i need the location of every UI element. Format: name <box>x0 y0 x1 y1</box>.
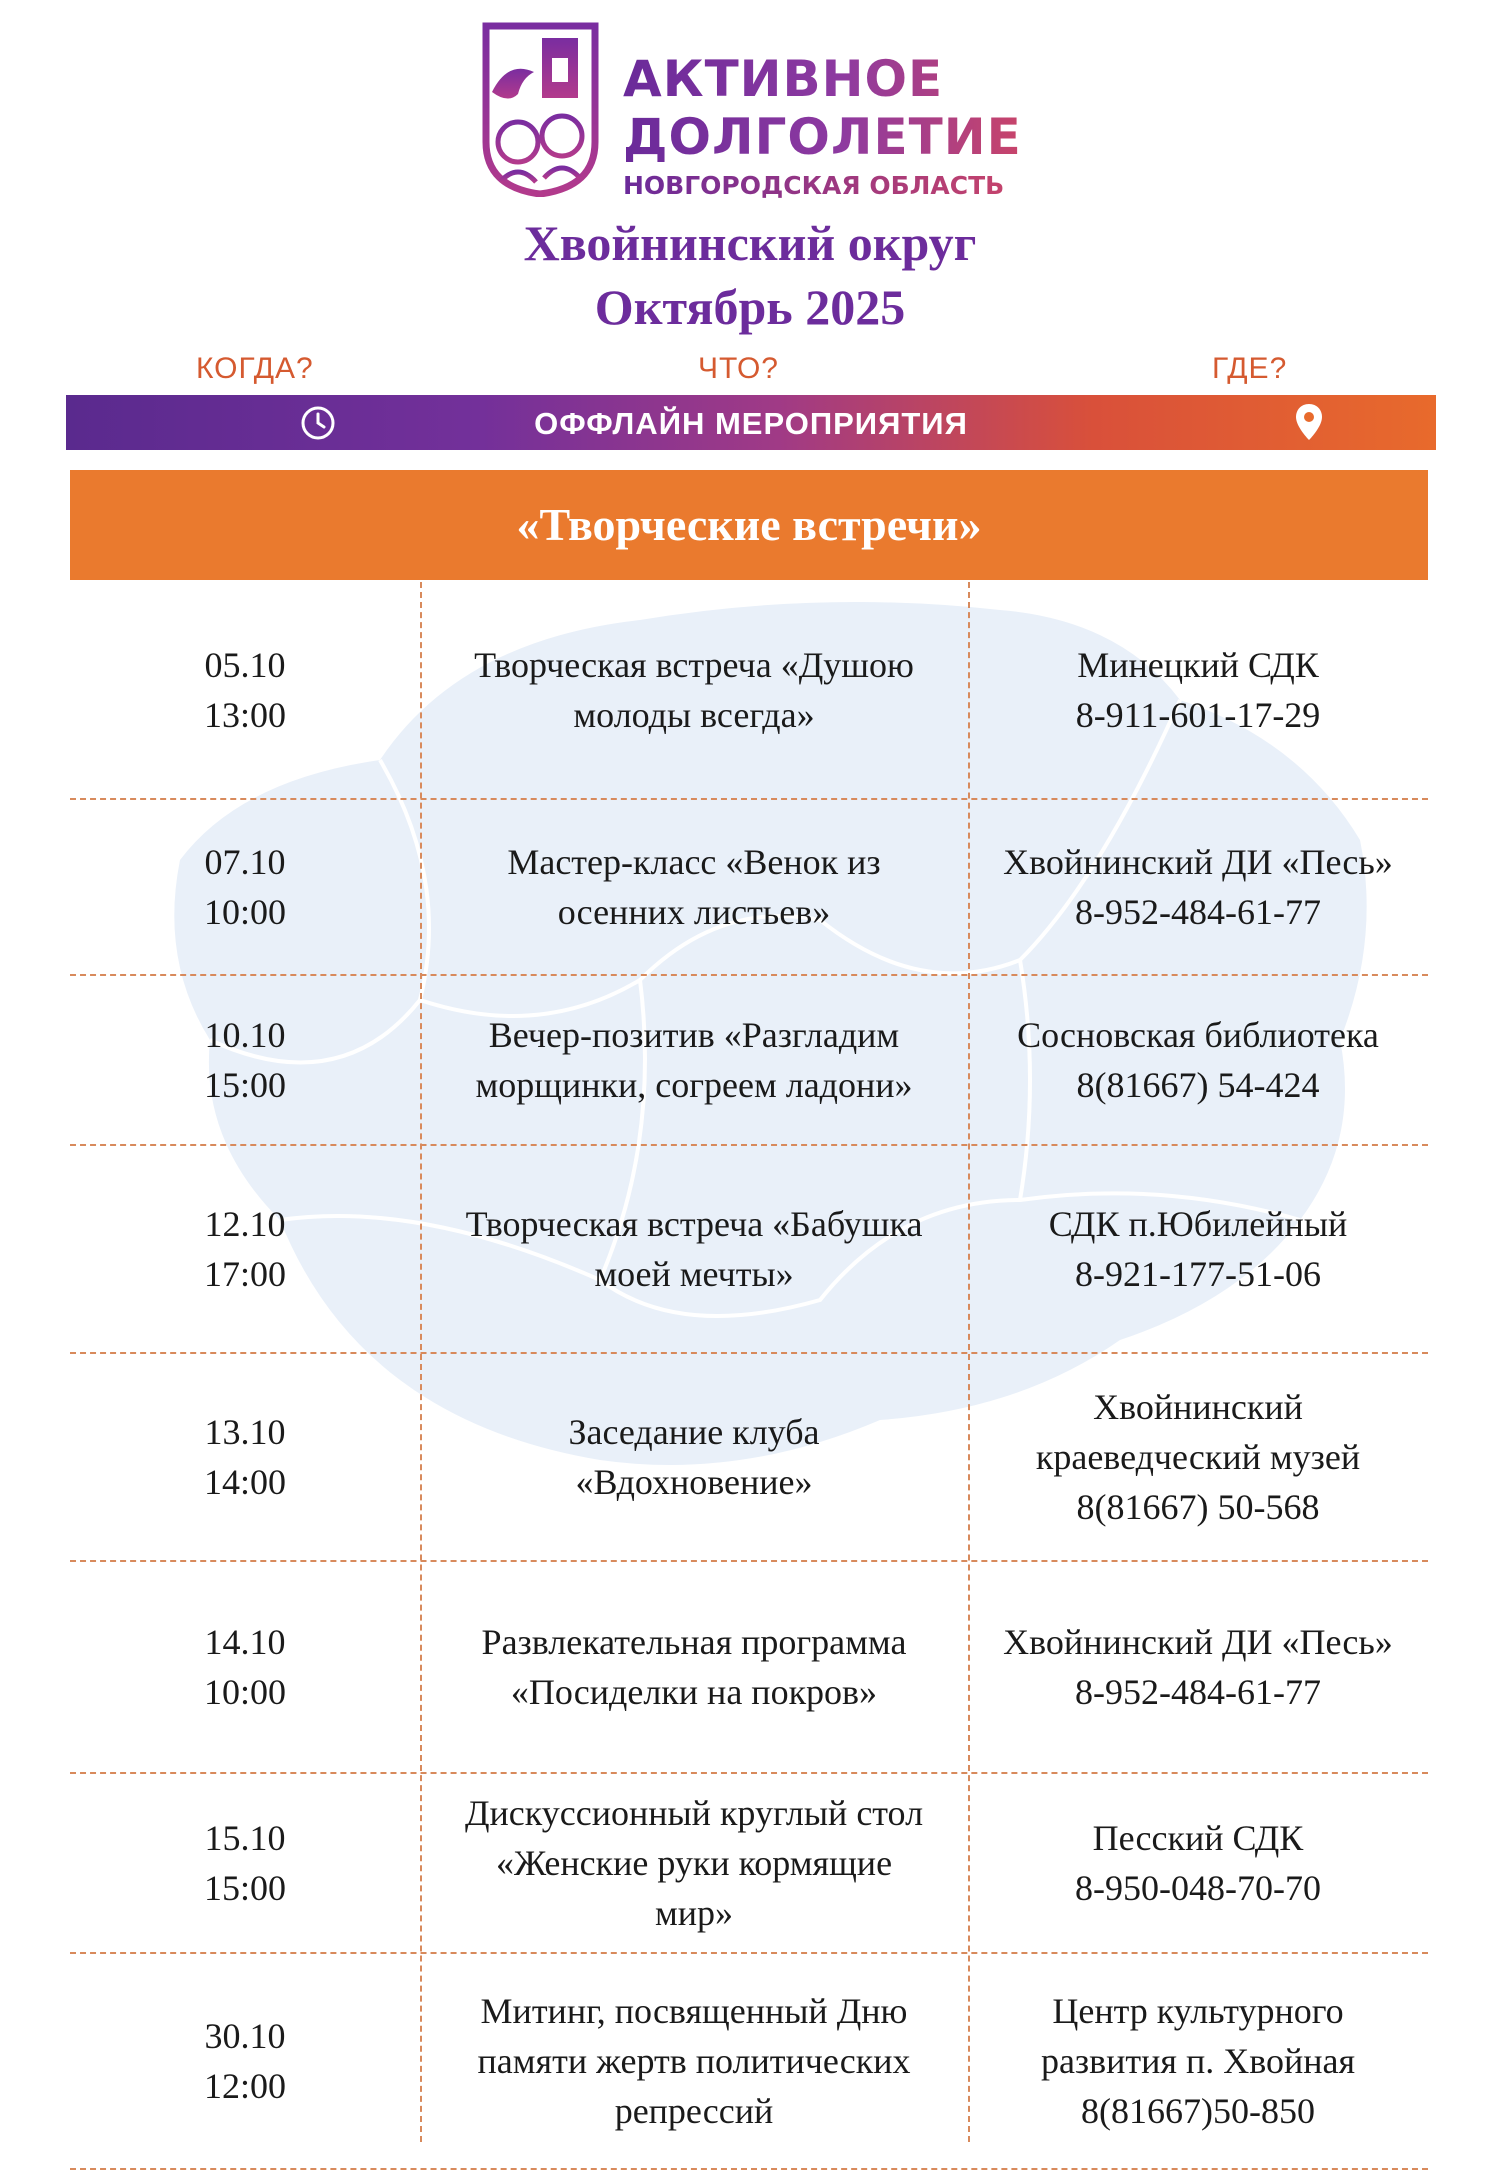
event-title-line: Заседание клуба <box>568 1412 820 1452</box>
event-when <box>70 800 420 974</box>
logo-line-1: АКТИВНОЕ <box>623 50 1022 108</box>
column-divider <box>420 582 422 2142</box>
band-label: ОФФЛАЙН МЕРОПРИЯТИЯ <box>534 406 968 441</box>
event-title-line: Мастер-класс «Венок из <box>507 842 881 882</box>
month-title: Октябрь 2025 <box>594 279 906 335</box>
column-divider <box>968 582 970 2142</box>
event-when <box>70 1354 420 1560</box>
event-venue-line: Хвойнинский ДИ «Песь» <box>1003 842 1393 882</box>
event-venue-line: СДК п.Юбилейный <box>1048 1204 1348 1244</box>
event-title-line: Вечер-позитив «Разгладим <box>488 1015 900 1055</box>
event-when <box>70 976 420 1144</box>
event-where <box>968 800 1428 974</box>
event-where <box>968 1354 1428 1560</box>
district-title: Хвойнинский округ <box>523 215 977 271</box>
event-phone: 8(81667) 54-424 <box>1076 1065 1320 1105</box>
logo-emblem-icon <box>478 22 603 197</box>
table-row <box>70 1954 1428 2170</box>
event-when <box>70 1774 420 1952</box>
event-time: 14:00 <box>203 1462 286 1502</box>
event-what <box>420 1146 968 1352</box>
event-where <box>968 582 1428 798</box>
event-title-line: памяти жертв политических <box>477 2041 911 2081</box>
event-title-line: морщинки, согреем ладони» <box>475 1065 913 1105</box>
event-date: 30.10 <box>204 2016 286 2056</box>
event-time: 15:00 <box>203 1065 286 1105</box>
table-row <box>70 800 1428 976</box>
event-venue-line: Сосновская библиотека <box>1017 1015 1379 1055</box>
event-where <box>968 1954 1428 2168</box>
event-date: 10.10 <box>204 1015 286 1055</box>
event-date: 07.10 <box>204 842 286 882</box>
event-title-line: мир» <box>654 1893 734 1933</box>
logo-line-2: ДОЛГОЛЕТИЕ <box>623 108 1022 166</box>
event-date: 14.10 <box>204 1622 286 1662</box>
section-header <box>70 470 1428 580</box>
event-title-line: «Посиделки на покров» <box>510 1672 878 1712</box>
event-what <box>420 976 968 1144</box>
table-row <box>70 582 1428 800</box>
event-phone: 8-911-601-17-29 <box>1075 695 1321 735</box>
event-venue-line: Хвойнинский ДИ «Песь» <box>1003 1622 1393 1662</box>
table-row <box>70 1562 1428 1774</box>
event-what <box>420 1954 968 2168</box>
event-where <box>968 1562 1428 1772</box>
event-phone: 8-921-177-51-06 <box>1075 1254 1321 1294</box>
event-date: 13.10 <box>204 1412 286 1452</box>
logo-text <box>623 50 1022 202</box>
events-table <box>70 582 1428 2170</box>
event-when <box>70 582 420 798</box>
event-time: 17:00 <box>203 1254 286 1294</box>
event-title-line: моей мечты» <box>594 1254 794 1294</box>
event-title-line: молоды всегда» <box>573 695 815 735</box>
logo-region: НОВГОРОДСКАЯ ОБЛАСТЬ <box>623 170 1022 202</box>
table-row <box>70 1774 1428 1954</box>
event-phone: 8-952-484-61-77 <box>1075 1672 1321 1712</box>
event-time: 10:00 <box>203 892 286 932</box>
event-where <box>968 1146 1428 1352</box>
event-title-line: «Вдохновение» <box>575 1462 813 1502</box>
event-venue-line: Минецкий СДК <box>1077 645 1319 685</box>
event-venue-line: Песский СДК <box>1092 1818 1304 1858</box>
event-phone: 8-952-484-61-77 <box>1075 892 1321 932</box>
event-what <box>420 800 968 974</box>
event-phone: 8(81667)50-850 <box>1081 2091 1315 2131</box>
event-where <box>968 1774 1428 1952</box>
event-title-line: осенних листьев» <box>557 892 831 932</box>
logo <box>478 22 1038 200</box>
column-question-what: ЧТО? <box>698 352 779 385</box>
event-what <box>420 1354 968 1560</box>
column-question-where: ГДЕ? <box>1212 352 1288 385</box>
event-time: 13:00 <box>203 695 286 735</box>
event-venue-line: развития п. Хвойная <box>1040 2041 1356 2081</box>
table-row <box>70 976 1428 1146</box>
event-time: 10:00 <box>203 1672 286 1712</box>
event-where <box>968 976 1428 1144</box>
event-title-line: Митинг, посвященный Дню <box>480 1991 908 2031</box>
column-question-when: КОГДА? <box>196 352 314 385</box>
event-date: 05.10 <box>204 645 286 685</box>
event-venue-line: Хвойнинский <box>1093 1387 1303 1427</box>
event-when <box>70 1146 420 1352</box>
location-pin-icon <box>1294 402 1324 442</box>
event-title-line: репрессий <box>614 2091 774 2131</box>
event-venue-line: краеведческий музей <box>1035 1437 1361 1477</box>
event-date: 12.10 <box>204 1204 286 1244</box>
event-time: 15:00 <box>203 1868 286 1908</box>
table-row <box>70 1146 1428 1354</box>
event-what <box>420 1774 968 1952</box>
event-title-line: «Женские руки кормящие <box>495 1843 893 1883</box>
event-phone: 8-950-048-70-70 <box>1075 1868 1321 1908</box>
event-venue-line: Центр культурного <box>1052 1991 1344 2031</box>
event-title-line: Дискуссионный круглый стол <box>464 1793 924 1833</box>
event-what <box>420 1562 968 1772</box>
section-title: «Творческие встречи» <box>516 499 982 550</box>
table-row <box>70 1354 1428 1562</box>
event-phone: 8(81667) 50-568 <box>1076 1487 1320 1527</box>
event-date: 15.10 <box>204 1818 286 1858</box>
event-what <box>420 582 968 798</box>
offline-events-band <box>66 395 1436 450</box>
event-title-line: Творческая встреча «Душою <box>474 645 914 685</box>
event-title-line: Творческая встреча «Бабушка <box>465 1204 923 1244</box>
event-time: 12:00 <box>203 2066 286 2106</box>
event-title-line: Развлекательная программа <box>481 1622 907 1662</box>
event-when <box>70 1954 420 2168</box>
event-when <box>70 1562 420 1772</box>
